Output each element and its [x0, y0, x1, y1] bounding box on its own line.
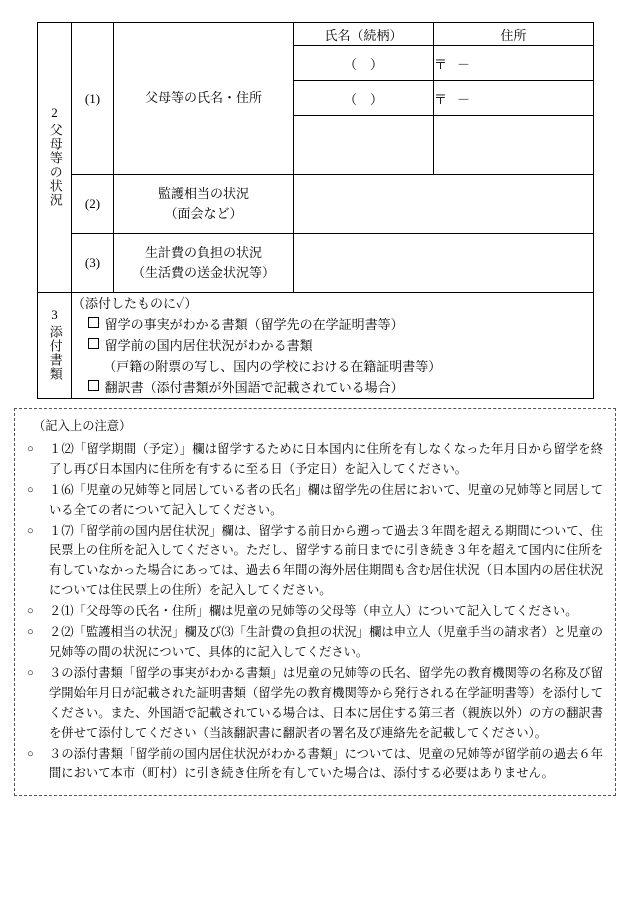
attachment-item-1[interactable] — [72, 314, 593, 335]
list-item — [27, 602, 603, 622]
bullet-icon: ○ — [27, 442, 34, 455]
list-item — [27, 522, 603, 602]
section2-row2-label-line2: （面会など） — [164, 206, 243, 221]
application-form-table — [37, 22, 594, 399]
parent1-name-field[interactable]: （ ） — [294, 46, 434, 81]
checkbox-icon[interactable] — [88, 338, 99, 349]
table-row — [38, 293, 594, 399]
parent2-name-continued[interactable] — [294, 116, 434, 175]
list-item — [27, 664, 603, 744]
instruction-text-5: ２⑵「監護相当の状況」欄及び⑶「生計費の負担の状況」欄は申立人（児童手当の請求者）と児童の兄姉等の間の状況について、具体的に記入してください。 — [49, 625, 603, 659]
bullet-icon: ○ — [27, 666, 34, 679]
instruction-text-6: ３の添付書類「留学の事実がわかる書類」は児童の兄姉等の氏名、留学先の教育機関等の名称及び留学開始年月日が記載された証明書類（留学先の教育機関等から発行される在学証明書等）を添付してください。また、外国語で記載されている場合は、日本に居住する第三者（親族以外）の方の翻訳書を併せて添付してください（当該翻訳書に翻訳者の署名及び連絡先を記載してください）。 — [49, 665, 603, 740]
attachment-item-3-label: 翻訳書（添付書類が外国語で記載されている場合） — [104, 380, 404, 396]
section2-row2-label-line1: 監護相当の状況 — [157, 185, 249, 201]
bullet-icon: ○ — [27, 483, 34, 496]
section2-row3-label-line2: （生活費の送金状況等） — [131, 265, 275, 280]
checkbox-icon[interactable] — [88, 380, 99, 391]
column-header-name: 氏名（続柄） — [294, 23, 434, 46]
checkbox-icon[interactable] — [88, 317, 99, 328]
section2-vertical-label: 父母等の状況 — [47, 122, 63, 207]
section3-attachments — [72, 293, 594, 399]
postal-dash: － — [457, 91, 471, 107]
attachment-item-2-sub: （戸籍の附票の写し、国内の学校における在籍証明書等） — [103, 359, 442, 375]
postal-mark-icon: 〒 — [434, 91, 458, 107]
section2-row3-input[interactable] — [294, 234, 594, 293]
column-header-address: 住所 — [434, 23, 594, 46]
parent2-name-field[interactable]: （ ） — [294, 81, 434, 116]
postal-dash: － — [457, 56, 471, 72]
bullet-icon: ○ — [27, 626, 34, 639]
section2-row1-label: 父母等の氏名・住所 — [114, 23, 294, 175]
list-item — [27, 623, 603, 663]
table-row — [38, 234, 594, 293]
bullet-icon: ○ — [27, 605, 34, 618]
instruction-text-4: ２⑴「父母等の氏名・住所」欄は児童の兄姉等の父母等（申立人）について記入してください。 — [49, 604, 578, 619]
attachment-item-2-label: 留学前の国内居住状況がわかる書類 — [104, 338, 313, 354]
section2-row3-label — [114, 234, 294, 293]
list-item — [27, 745, 603, 785]
instruction-text-3: １⑺「留学前の国内居住状況」欄は、留学する前日から遡って過去３年間を超える期間について、住民票上の住所を記入してください。ただし、留学する前日までに引き続き３年を超えて国内に住所を有していなかった場合にあっては、過去６年間の海外居住期間も含む居住状況（日本国内の居住状況については住民票上の住所）を記入してください。 — [49, 523, 603, 598]
instructions-box — [14, 408, 616, 796]
table-row — [38, 23, 594, 46]
parent2-address-field[interactable] — [434, 81, 594, 116]
attachment-item-3[interactable] — [72, 377, 593, 398]
section2-row1-number: (1) — [72, 23, 114, 175]
section3-marker — [38, 293, 72, 399]
instruction-text-1: １⑵「留学期間（予定）」欄は留学するために日本国内に住所を有しなくなった年月日から留学を終了し再び日本国内に住所を有するに至る日（予定日）を記入してください。 — [49, 441, 603, 476]
instruction-text-7: ３の添付書類「留学前の国内居住状況がわかる書類」については、児童の兄姉等が留学前の過去６年間において本市（町村）に引き続き住所を有していた場合は、添付する必要はありません。 — [49, 746, 603, 781]
bullet-icon: ○ — [27, 524, 34, 537]
section2-row3-number: (3) — [72, 234, 114, 293]
attachment-item-2[interactable] — [72, 335, 593, 356]
section2-number: 2 — [51, 104, 58, 120]
parent1-address-field[interactable] — [434, 46, 594, 81]
postal-mark-icon: 〒 — [434, 56, 458, 72]
bullet-icon: ○ — [27, 747, 34, 760]
section3-number: 3 — [51, 306, 58, 322]
parent2-address-continued[interactable] — [434, 116, 594, 175]
attachment-item-1-label: 留学の事実がわかる書類（留学先の在学証明書等） — [104, 317, 404, 333]
list-item — [27, 481, 603, 521]
section3-vertical-label: 添付書類 — [47, 324, 63, 381]
list-item — [27, 440, 603, 480]
table-row — [38, 175, 594, 234]
section2-row2-input[interactable] — [294, 175, 594, 234]
section2-marker — [38, 23, 72, 293]
section2-row3-label-line1: 生計費の負担の状況 — [144, 244, 262, 260]
section2-row2-number: (2) — [72, 175, 114, 234]
instruction-text-2: １⑹「児童の兄姉等と同居している者の氏名」欄は留学先の住居において、児童の兄姉等と同居している全ての者について記入してください。 — [49, 482, 603, 517]
section2-row2-label — [114, 175, 294, 234]
section3-intro: （添付したものに✓） — [72, 296, 198, 311]
instructions-title: （記入上の注意） — [33, 419, 132, 433]
